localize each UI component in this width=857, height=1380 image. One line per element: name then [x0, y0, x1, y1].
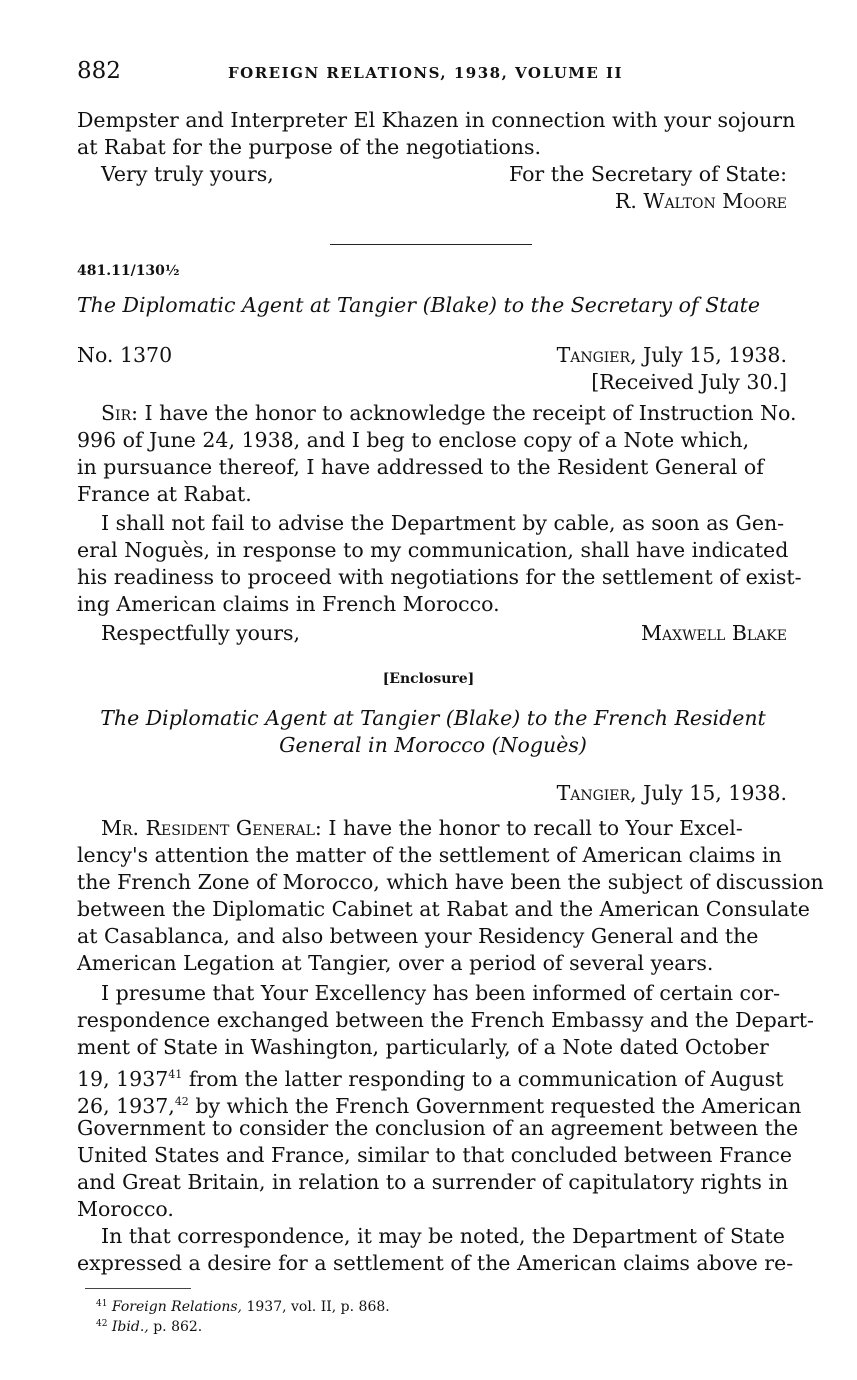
- paragraph-line: ing American claims in French Morocco.: [77, 592, 500, 616]
- letter-signature: Maxwell Blake: [641, 621, 787, 645]
- file-number: 481.11/130½: [77, 263, 180, 279]
- running-title: FOREIGN RELATIONS, 1938, VOLUME II: [228, 64, 624, 82]
- footnote: $^{42}$ Ibid., p. 862.: [96, 1319, 203, 1335]
- dateline: [557, 342, 787, 369]
- enclosure-label: [Enclosure]: [382, 671, 475, 687]
- document-heading: The Diplomatic Agent at Tangier (Blake) to the Secretary of State: [77, 293, 760, 317]
- prev-letter-for-line: For the Secretary of State:: [508, 162, 787, 186]
- letter-closing: Respectfully yours,: [101, 621, 301, 645]
- paragraph-line: expressed a desire for a settlement of the American claims above re-: [77, 1251, 794, 1275]
- paragraph-line: France at Rabat.: [77, 482, 252, 506]
- paragraph-line: at Casablanca, and also between your Residency General and the: [77, 924, 759, 948]
- paragraph-line: eral Noguès, in response to my communication, shall have indicated: [77, 538, 789, 562]
- paragraph-line: 996 of June 24, 1938, and I beg to enclose copy of a Note which,: [77, 428, 750, 452]
- received-note: [Received July 30.]: [591, 370, 787, 394]
- paragraph-line: Sir: I have the honor to acknowledge the receipt of Instruction No.: [101, 401, 797, 425]
- paragraph-line: I presume that Your Excellency has been informed of certain cor-: [101, 981, 781, 1005]
- paragraph-line: Morocco.: [77, 1197, 174, 1221]
- paragraph-line: United States and France, similar to that concluded between France: [77, 1143, 793, 1167]
- paragraph-line: Government to consider the conclusion of an agreement between the: [77, 1116, 799, 1140]
- prev-letter-closing: Very truly yours,: [101, 162, 274, 186]
- paragraph-line: his readiness to proceed with negotiations for the settlement of exist-: [77, 565, 802, 589]
- paragraph-line: 19, 1937$^{41}$ from the latter responding to a communication of August: [77, 1067, 784, 1091]
- footnote-ref[interactable]: 41: [168, 1068, 183, 1081]
- paragraph-line: 26, 1937,42 by which the French Government requested the American: [77, 1094, 802, 1118]
- paragraph-line: Mr. Resident General: I have the honor to recall to Your Excel-: [101, 816, 743, 840]
- paragraph-line: between the Diplomatic Cabinet at Rabat and the American Consulate: [77, 897, 810, 921]
- paragraph-line: ment of State in Washington, particularly, of a Note dated October: [77, 1035, 769, 1059]
- dateline-date: , July 15, 1938.: [630, 343, 787, 367]
- paragraph-line: in pursuance thereof, I have addressed to the Resident General of: [77, 455, 764, 479]
- footnote-ref[interactable]: 42: [174, 1095, 189, 1108]
- salutation: Mr. Resident General: [101, 816, 315, 840]
- paragraph-line: American Legation at Tangier, over a period of several years.: [77, 951, 714, 975]
- page-number: 882: [77, 58, 121, 84]
- footnote: $^{41}$ Foreign Relations, 1937, vol. II, p. 868.: [96, 1299, 390, 1315]
- paragraph-line: the French Zone of Morocco, which have been the subject of discussion: [77, 870, 824, 894]
- enclosure-dateline: Tangier, July 15, 1938.: [556, 781, 787, 805]
- enclosure-heading: The Diplomatic Agent at Tangier (Blake) to the French Resident General in Morocco (Noguès): [100, 706, 766, 757]
- paragraph-line: lency's attention the matter of the settlement of American claims in: [77, 843, 782, 867]
- paragraph-line: and Great Britain, in relation to a surrender of capitulatory rights in: [77, 1170, 789, 1194]
- paragraph-line: In that correspondence, it may be noted, the Department of State: [101, 1224, 785, 1248]
- section-divider: [330, 244, 532, 245]
- despatch-number: No. 1370: [77, 343, 173, 367]
- paragraph-line: respondence exchanged between the French Embassy and the Depart-: [77, 1008, 814, 1032]
- paragraph-line: I shall not fail to advise the Department by cable, as soon as Gen-: [101, 511, 785, 535]
- prev-letter-line: at Rabat for the purpose of the negotiations.: [77, 135, 542, 159]
- salutation: Sir: [101, 401, 132, 425]
- prev-letter-line: Dempster and Interpreter El Khazen in connection with your sojourn: [77, 108, 796, 132]
- dateline-place: Tangier: [556, 343, 631, 367]
- footnote-rule: [85, 1288, 191, 1289]
- prev-letter-signature: R. Walton Moore: [614, 189, 787, 213]
